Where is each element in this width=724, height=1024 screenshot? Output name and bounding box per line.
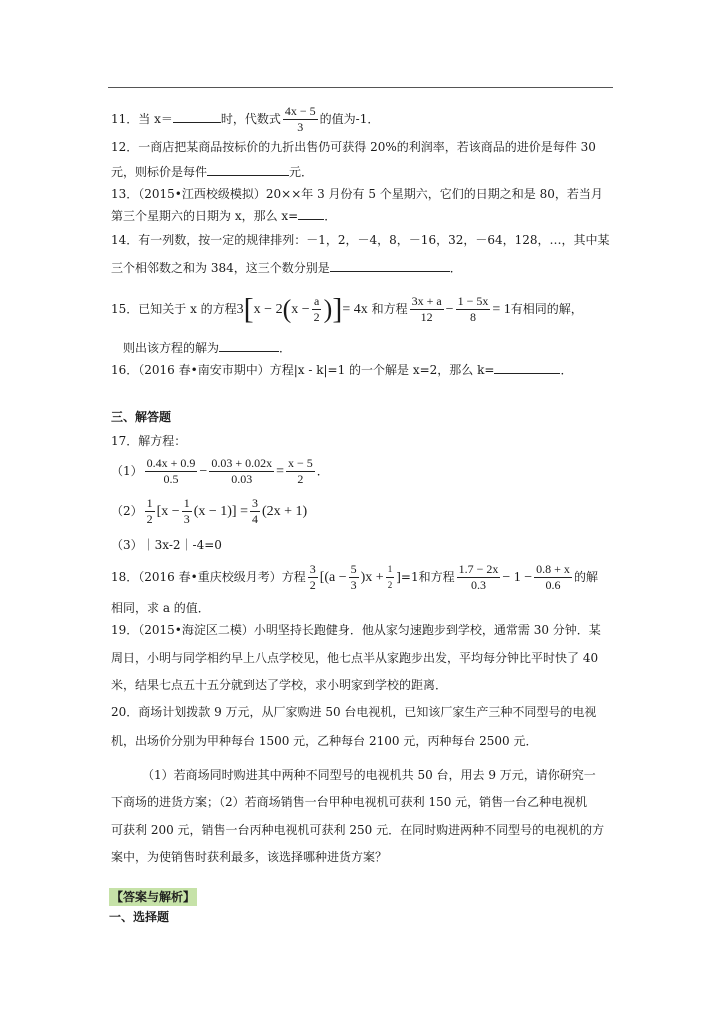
question-14: 14．有一列数，按一定的规律排列：－1，2，－4，8，－16，32，－64，128，…，其中某: [111, 233, 610, 247]
answer-blank: [494, 363, 560, 374]
question-17-part1: （1） $\frac{0.4x + 0.9}{0.5}$ − $\frac{0.03 + 0.02x}{0.03}$ = $\frac{x - 5}{2}$ ．: [111, 456, 329, 486]
question-19: 19．（2015•海淀区二模）小明坚持长跑健身．他从家匀速跑步到学校，通常需 30 分钟．某: [111, 623, 601, 637]
answer-blank: [219, 341, 279, 352]
answer-blank: [173, 112, 221, 123]
question-14-line2: 三个相邻数之和为 384，这三个数分别是 ．: [111, 261, 462, 275]
answer-blank: [207, 165, 289, 176]
question-18: 18．（2016 春•重庆校级月考）方程 $\frac{3}{2}$ [(a − $\frac{5}{3}$ )x + $\frac{1}{2}$ ]=1和方程 $\frac{1.7 - 2x}{0.3}$ − 1 − $\frac{0.8 + x}{0.6}$ 的解: [111, 562, 598, 592]
question-17-part3: （3）｜3x-2｜-4=0: [111, 538, 222, 552]
header-rule: [108, 87, 613, 88]
question-13: 13．（2015•江西校级模拟）20××年 3 月份有 5 个星期六，它们的日期之和是 80，若当月: [111, 187, 603, 201]
section-heading-1: 一、选择题: [109, 910, 170, 924]
question-20-line5: 可获利 200 元，销售一台丙种电视机可获利 250 元．在同时购进两种不同型号的电视机的方: [111, 823, 605, 837]
question-12: 12．一商店把某商品按标价的九折出售仍可获得 20%的利润率，若该商品的进价是每件 30: [111, 140, 596, 154]
question-15-line2: 则出该方程的解为 ．: [123, 341, 292, 355]
question-20-line4: 下商场的进货方案；（2）若商场销售一台甲种电视机可获利 150 元，销售一台乙种电视机: [111, 795, 588, 809]
question-20-line6: 案中，为使销售时获利最多，该选择哪种进货方案？: [111, 850, 388, 864]
question-17-part2: （2） $\frac{1}{2}$ [x − $\frac{1}{3}$ (x − 1)] = $\frac{3}{4}$ (2x + 1): [111, 496, 308, 526]
question-12-line2: 元，则标价是每件 元．: [111, 165, 314, 179]
question-20-part1: （1）若商场同时购进其中两种不同型号的电视机共 50 台，用去 9 万元，请你研究一: [142, 768, 596, 782]
answer-blank: [298, 209, 324, 220]
question-20-line2: 机，出场价分别为甲种每台 1500 元，乙种每台 2100 元，丙种每台 2500 元．: [111, 734, 538, 748]
answers-label: 【答案与解析】: [111, 890, 196, 904]
question-13-line2: 第三个星期六的日期为 x，那么 x= ．: [111, 209, 337, 223]
question-17-title: 17．解方程：: [111, 434, 187, 448]
question-16: 16．（2016 春•南安市期中）方程|x - k|=1 的一个解是 x=2，那么 k= ．: [111, 363, 573, 377]
section-heading-3: 三、解答题: [111, 410, 172, 424]
question-20: 20．商场计划拨款 9 万元，从厂家购进 50 台电视机，已知该厂家生产三种不同型号的电视: [111, 705, 597, 719]
answer-blank: [330, 261, 450, 272]
question-15: 15．已知关于 x 的方程3[x − 2(x − $\frac{a}{2}$ )]= 4x 和方程 $\frac{3x + a}{12}$ − $\frac{1 - 5x}{8}$ = 1有相同的解，: [111, 292, 583, 326]
question-19-line3: 米，结果七点五十五分就到达了学校，求小明家到学校的距离．: [111, 678, 448, 692]
question-11: 11．当 x＝ 时，代数式 $\frac{4x - 5}{3}$ 的值为-1．: [111, 104, 380, 134]
question-19-line2: 周日，小明与同学相约早上八点学校见，他七点半从家跑步出发，平均每分钟比平时快了 40: [111, 651, 599, 665]
question-18-line2: 相同，求 a 的值．: [111, 601, 210, 615]
